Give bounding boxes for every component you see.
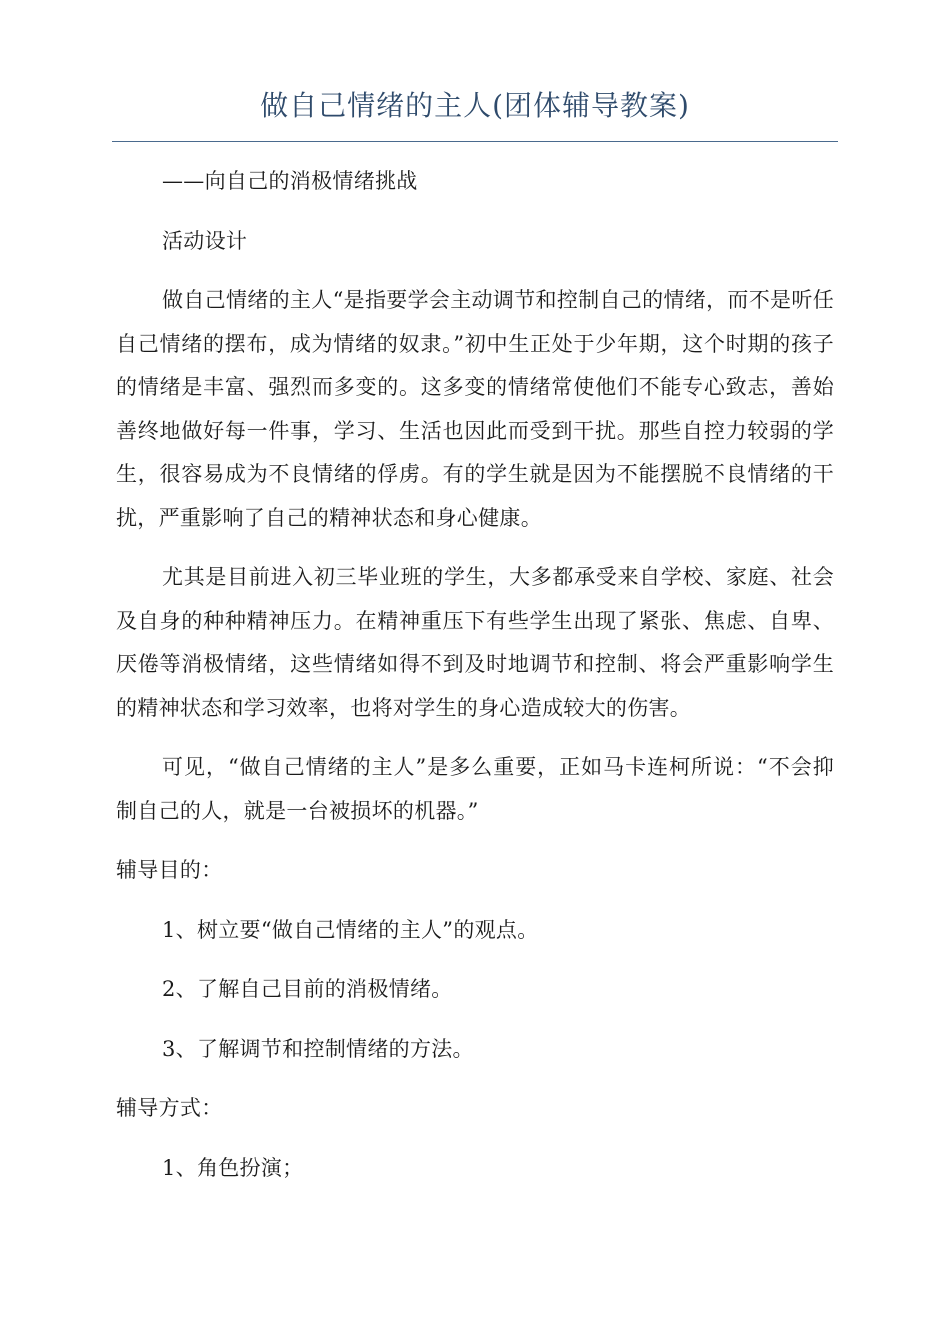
section-heading-design: 活动设计	[162, 228, 248, 253]
title-divider	[112, 141, 838, 142]
goals-heading: 辅导目的：	[116, 858, 223, 882]
paragraph-quote: 可见，“做自己情绪的主人”是多么重要，正如马卡连柯所说：“不会抑制自己的人，就是一台被损坏的机器。”	[116, 755, 834, 823]
method-item: 1、角色扮演；	[162, 1155, 304, 1180]
goal-item: 3、了解调节和控制情绪的方法。	[162, 1036, 474, 1061]
goal-item: 2、了解自己目前的消极情绪。	[162, 977, 453, 1001]
methods-heading: 辅导方式：	[116, 1096, 223, 1120]
paragraph-pressure: 尤其是目前进入初三毕业班的学生，大多都承受来自学校、家庭、社会及自身的种种精神压力。在精神重压下有些学生出现了紧张、焦虑、自卑、厌倦等消极情绪，这些情绪如得不到及时地调节和控制、将会严重影响学生的精神状态和学习效率，也将对学生的身心造成较大的伤害。	[116, 565, 834, 720]
paragraph-intro: 做自己情绪的主人“是指要学会主动调节和控制自己的情绪，而不是听任自己情绪的摆布，成为情绪的奴隶。”初中生正处于少年期，这个时期的孩子的情绪是丰富、强烈而多变的。这多变的情绪常使他们不能专心致志，善始善终地做好每一件事，学习、生活也因此而受到干扰。那些自控力较弱的学生，很容易成为不良情绪的俘虏。有的学生就是因为不能摆脱不良情绪的干扰，严重影响了自己的精神状态和身心健康。	[116, 288, 834, 530]
subtitle: ——向自己的消极情绪挑战	[162, 169, 418, 193]
document-title: 做自己情绪的主人(团体辅导教案)	[260, 89, 690, 122]
goal-item: 1、树立要“做自己情绪的主人”的观点。	[162, 917, 539, 942]
document-body	[116, 160, 834, 1190]
